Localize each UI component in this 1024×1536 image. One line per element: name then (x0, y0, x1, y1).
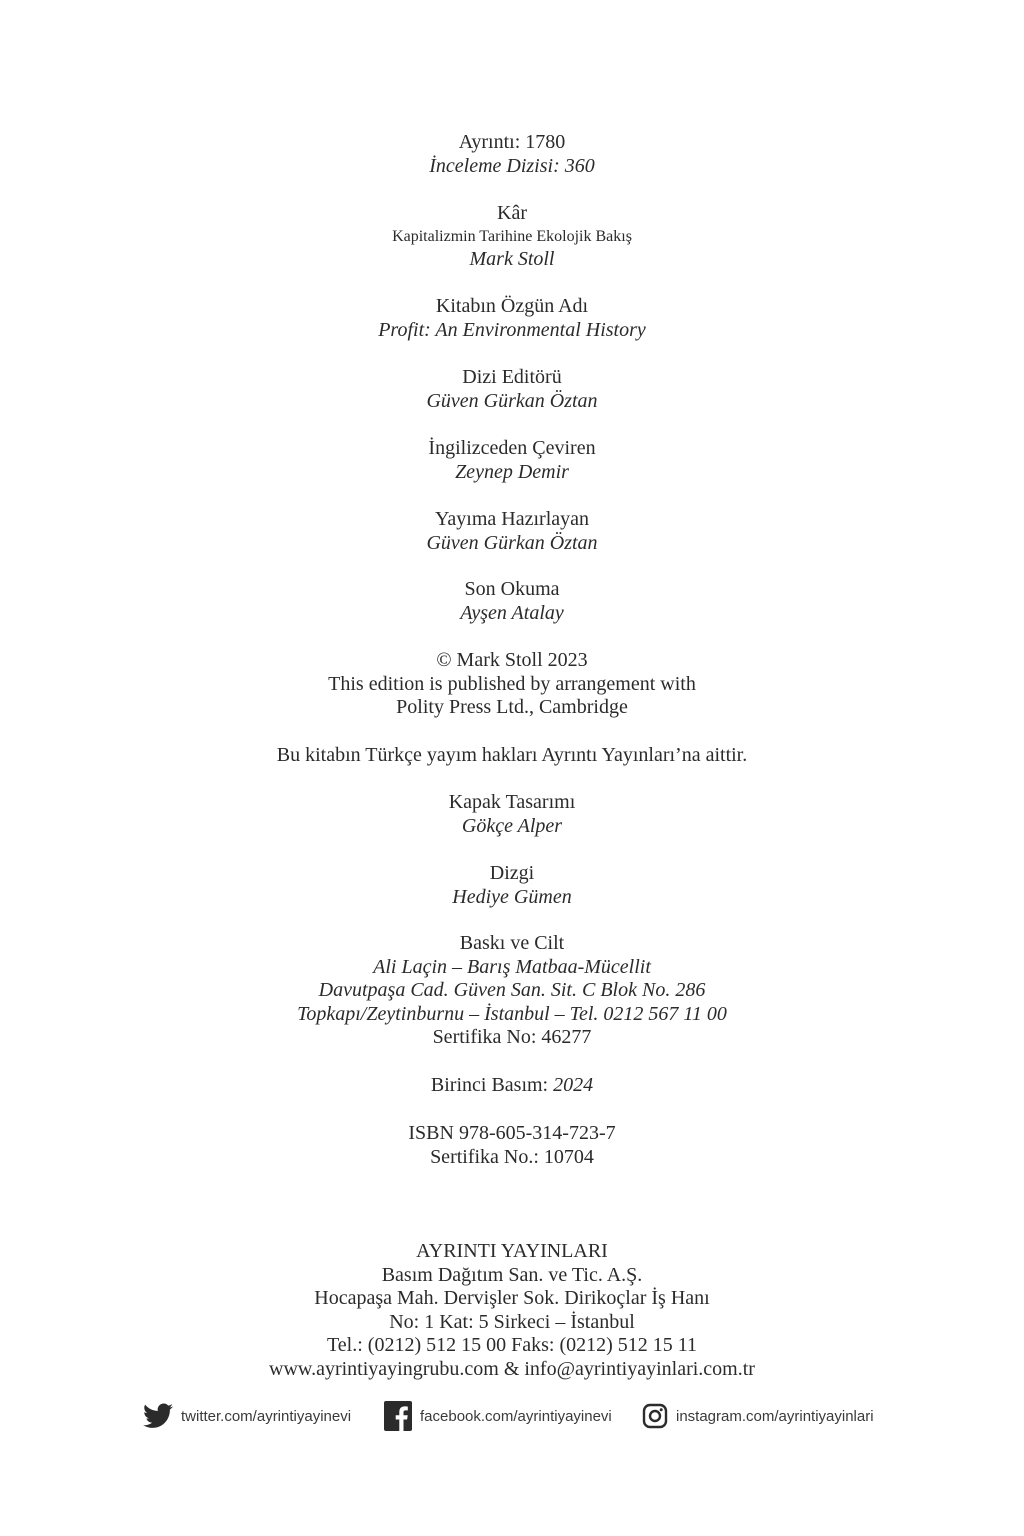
series-editor (0, 366, 1024, 413)
publisher-address-2: No: 1 Kat: 5 Sirkeci – İstanbul (389, 1310, 635, 1333)
original-publisher-line: Polity Press Ltd., Cambridge (396, 696, 628, 718)
book-author: Mark Stoll (469, 247, 555, 270)
edition-label: Birinci Basım: (430, 1074, 554, 1096)
translator-label: İngilizceden Çeviren (428, 437, 596, 459)
arrangement-line: This edition is published by arrangement with (328, 672, 696, 695)
original-title-value: Profit: An Environmental History (378, 318, 646, 341)
instagram-link-text: instagram.com/ayrintiyayinlari (676, 1407, 874, 1425)
translator (0, 437, 1024, 484)
printer-name: Ali Laçin – Barış Matbaa-Mücellit (373, 955, 651, 978)
publisher-info (0, 1240, 1024, 1381)
copyright-line: © Mark Stoll 2023 (436, 649, 588, 671)
translator-value: Zeynep Demir (455, 460, 569, 483)
isbn-info (0, 1122, 1024, 1169)
prepared-by (0, 508, 1024, 555)
copyright (0, 649, 1024, 720)
rights-statement (0, 744, 1024, 768)
isbn-line: ISBN 978-605-314-723-7 (408, 1122, 616, 1144)
book-info (0, 202, 1024, 271)
publisher-name: AYRINTI YAYINLARI (416, 1240, 608, 1262)
twitter-link-text: twitter.com/ayrintiyayinevi (181, 1407, 352, 1425)
series-number: Ayrıntı: 1780 (458, 131, 566, 153)
facebook-link-text: facebook.com/ayrintiyayinevi (420, 1407, 612, 1425)
series-editor-value: Güven Gürkan Öztan (426, 389, 598, 412)
printer-city-phone: Topkapı/Zeytinburnu – İstanbul – Tel. 0212 567 11 00 (297, 1002, 727, 1025)
proofreading (0, 578, 1024, 625)
typesetting-value: Hediye Gümen (452, 885, 572, 908)
book-title: Kâr (497, 202, 527, 224)
rights-statement-text: Bu kitabın Türkçe yayım hakları Ayrıntı Yayınları’na aittir. (276, 744, 748, 766)
facebook-icon (384, 1401, 420, 1431)
edition-line (0, 1074, 1024, 1098)
publisher-web: www.ayrintiyayingrubu.com & info@ayrintiyayinlari.com.tr (269, 1357, 755, 1380)
typesetting-label: Dizgi (489, 862, 535, 884)
series-info (0, 131, 1024, 178)
original-title (0, 295, 1024, 342)
book-subtitle: Kapitalizmin Tarihine Ekolojik Bakış (392, 227, 632, 245)
publisher-phone: Tel.: (0212) 512 15 00 Faks: (0212) 512 15 11 (326, 1334, 698, 1356)
edition-year: 2024 (553, 1074, 594, 1096)
publisher-address: Hocapaşa Mah. Dervişler Sok. Dirikoçlar İş Hanı (314, 1287, 710, 1309)
cover-design-label: Kapak Tasarımı (448, 791, 576, 813)
printer-certificate: Sertifika No: 46277 (432, 1026, 592, 1048)
publisher-company: Basım Dağıtım San. ve Tic. A.Ş. (381, 1263, 643, 1286)
subseries-number: İnceleme Dizisi: 360 (429, 154, 595, 177)
series-editor-label: Dizi Editörü (462, 366, 562, 388)
original-title-label: Kitabın Özgün Adı (435, 295, 589, 317)
edition (0, 1074, 1024, 1098)
printer-address: Davutpaşa Cad. Güven San. Sit. C Blok No. 286 (318, 979, 706, 1001)
printing-label: Baskı ve Cilt (459, 932, 565, 954)
cover-design (0, 791, 1024, 838)
proofreading-value: Ayşen Atalay (460, 601, 564, 624)
publisher-certificate: Sertifika No.: 10704 (430, 1145, 594, 1168)
twitter-link[interactable] (143, 1398, 351, 1434)
instagram-link[interactable] (642, 1398, 874, 1434)
prepared-by-value: Güven Gürkan Öztan (426, 531, 598, 554)
instagram-icon (642, 1403, 676, 1429)
proofreading-label: Son Okuma (464, 578, 560, 600)
prepared-by-label: Yayıma Hazırlayan (434, 508, 590, 530)
cover-design-value: Gökçe Alper (461, 814, 563, 837)
facebook-link[interactable] (384, 1398, 612, 1434)
printing (0, 932, 1024, 1050)
typesetting (0, 862, 1024, 909)
twitter-icon (143, 1403, 181, 1429)
